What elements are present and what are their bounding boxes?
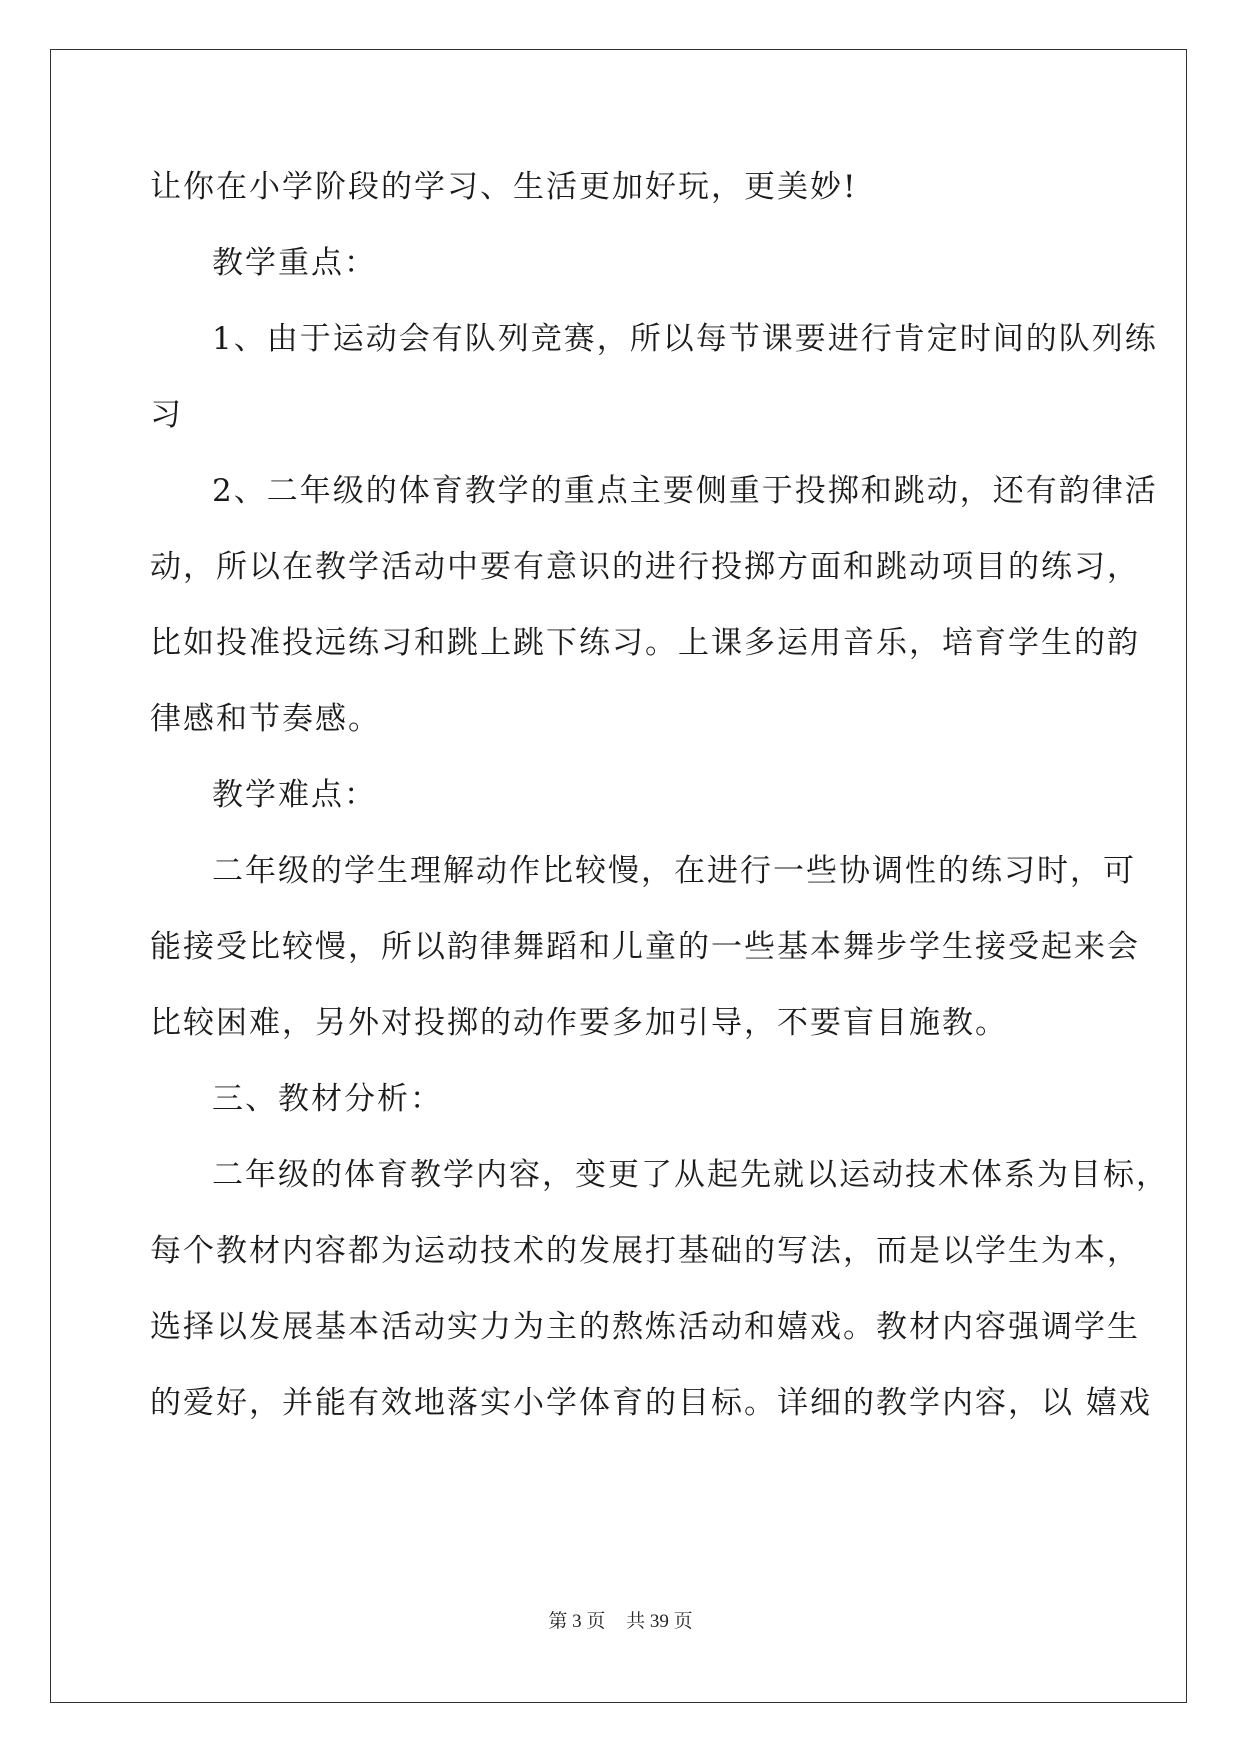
- text-line: 每个教材内容都为运动技术的发展打基础的写法，而是以学生为本，: [150, 1233, 1140, 1269]
- text-line: 选择以发展基本活动实力为主的熬炼活动和嬉戏。教材内容强调学生: [150, 1309, 1140, 1345]
- text-line: 让你在小学阶段的学习、生活更加好玩，更美妙!: [150, 169, 858, 205]
- text-line: 比如投准投远练习和跳上跳下练习。上课多运用音乐，培育学生的韵: [150, 625, 1140, 661]
- text-line: 2、二年级的体育教学的重点主要侧重于投掷和跳动，还有韵律活: [212, 473, 1158, 509]
- text-line: 二年级的学生理解动作比较慢，在进行一些协调性的练习时，可: [212, 853, 1136, 889]
- text-line: 的爱好，并能有效地落实小学体育的目标。详细的教学内容，以 嬉戏: [150, 1385, 1152, 1421]
- page-footer: [0, 1606, 1241, 1633]
- text-line: 比较困难，另外对投掷的动作要多加引导，不要盲目施教。: [150, 1005, 1008, 1041]
- text-line: 二年级的体育教学内容，变更了从起先就以运动技术体系为目标，: [212, 1157, 1169, 1193]
- text-line: 动，所以在教学活动中要有意识的进行投掷方面和跳动项目的练习，: [150, 549, 1140, 585]
- section-heading: 三、教材分析：: [212, 1081, 443, 1117]
- text-line: 1、由于运动会有队列竞赛，所以每节课要进行肯定时间的队列练: [212, 321, 1158, 357]
- text-line: 能接受比较慢，所以韵律舞蹈和儿童的一些基本舞步学生接受起来会: [150, 929, 1140, 965]
- text-line: 律感和节奏感。: [150, 701, 381, 737]
- section-heading: 教学难点：: [212, 777, 377, 813]
- document-body: [150, 165, 1169, 1457]
- page-total: 共 39 页: [626, 1611, 693, 1632]
- page-number: 第 3 页: [548, 1611, 606, 1632]
- text-line: 习: [150, 397, 183, 433]
- section-heading: 教学重点：: [212, 245, 377, 281]
